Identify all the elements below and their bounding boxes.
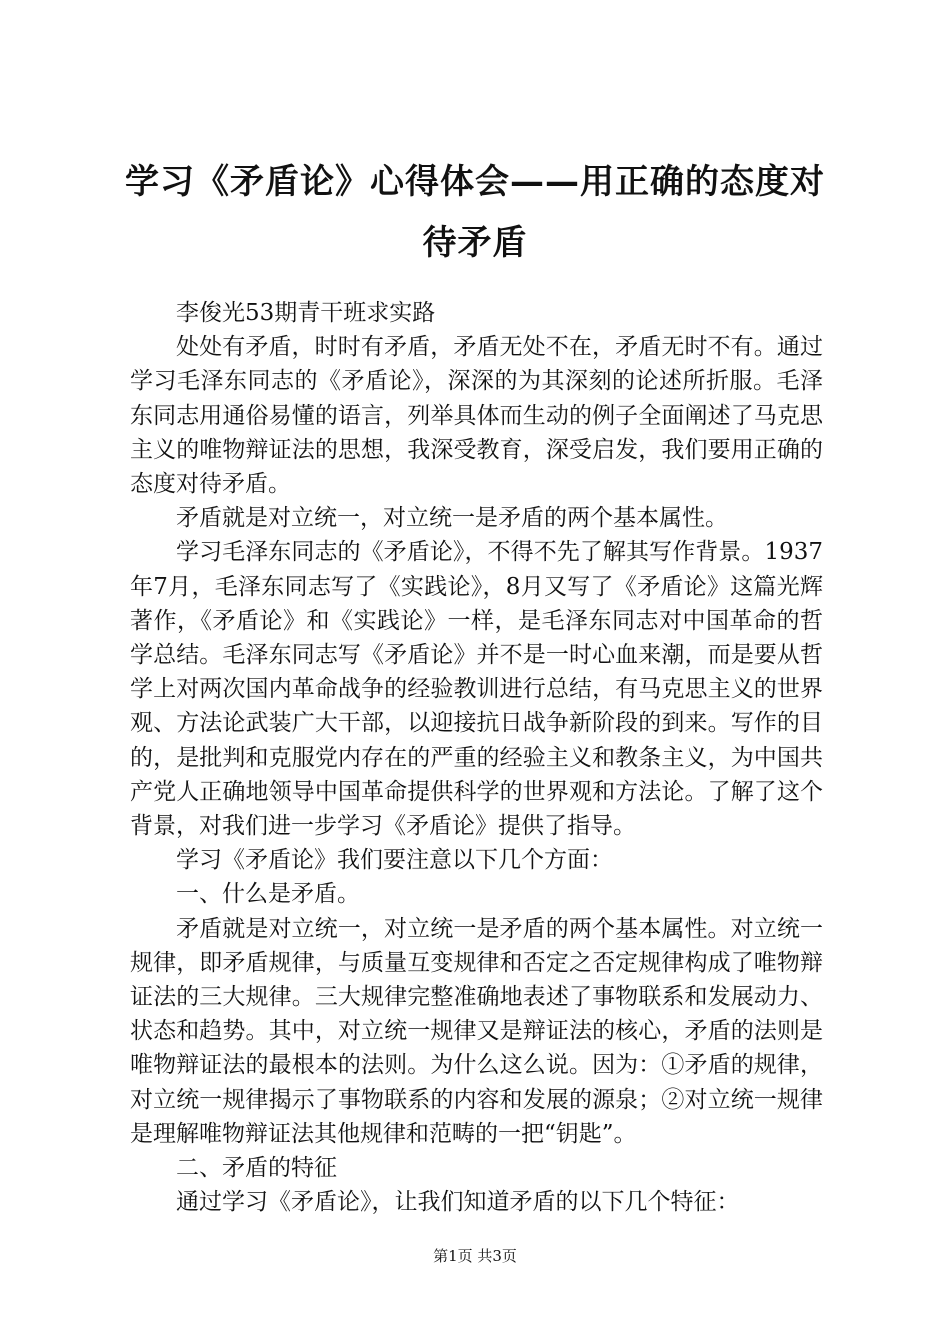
body-paragraph: 处处有矛盾，时时有矛盾，矛盾无处不在，矛盾无时不有。通过学习毛泽东同志的《矛盾论》，深深的为其深刻的论述所折服。毛泽东同志用通俗易懂的语言，列举具体而生动的例子全面阐述了马克思主义的唯物辩证法的思想，我深受教育，深受启发，我们要用正确的态度对待矛盾。 — [130, 334, 823, 498]
page-number-footer: 第1页 共3页 — [433, 1247, 517, 1265]
document-body — [130, 296, 823, 1219]
author-line: 李俊光53期青干班求实路 — [176, 300, 436, 326]
body-paragraph: 矛盾就是对立统一，对立统一是矛盾的两个基本属性。 — [176, 505, 728, 532]
section-heading: 二、矛盾的特征 — [176, 1155, 337, 1182]
body-paragraph: 学习毛泽东同志的《矛盾论》，不得不先了解其写作背景。1937年7月，毛泽东同志写了《实践论》，8月又写了《矛盾论》这篇光辉著作，《矛盾论》和《实践论》一样，是毛泽东同志对中国革命的哲学总结。毛泽东同志写《矛盾论》并不是一时心血来潮，而是要从哲学上对两次国内革命战争的经验教训进行总结，有马克思主义的世界观、方法论武装广大干部，以迎接抗日战争新阶段的到来。写作的目的，是批判和克服党内存在的严重的经验主义和教条主义，为中国共产党人正确地领导中国革命提供科学的世界观和方法论。了解了这个背景，对我们进一步学习《矛盾论》提供了指导。 — [130, 539, 823, 840]
body-paragraph: 矛盾就是对立统一，对立统一是矛盾的两个基本属性。对立统一规律，即矛盾规律，与质量互变规律和否定之否定规律构成了唯物辩证法的三大规律。三大规律完整准确地表述了事物联系和发展动力、状态和趋势。其中，对立统一规律又是辩证法的核心，矛盾的法则是唯物辩证法的最根本的法则。为什么这么说。因为：①矛盾的规律，对立统一规律揭示了事物联系的内容和发展的源泉；②对立统一规律是理解唯物辩证法其他规律和范畴的一把“钥匙”。 — [130, 915, 823, 1147]
section-heading: 一、什么是矛盾。 — [176, 881, 360, 908]
body-paragraph: 通过学习《矛盾论》，让我们知道矛盾的以下几个特征： — [176, 1189, 740, 1216]
body-paragraph: 学习《矛盾论》我们要注意以下几个方面： — [176, 847, 613, 874]
document-title: 学习《矛盾论》心得体会——用正确的态度对待矛盾 — [125, 162, 825, 263]
